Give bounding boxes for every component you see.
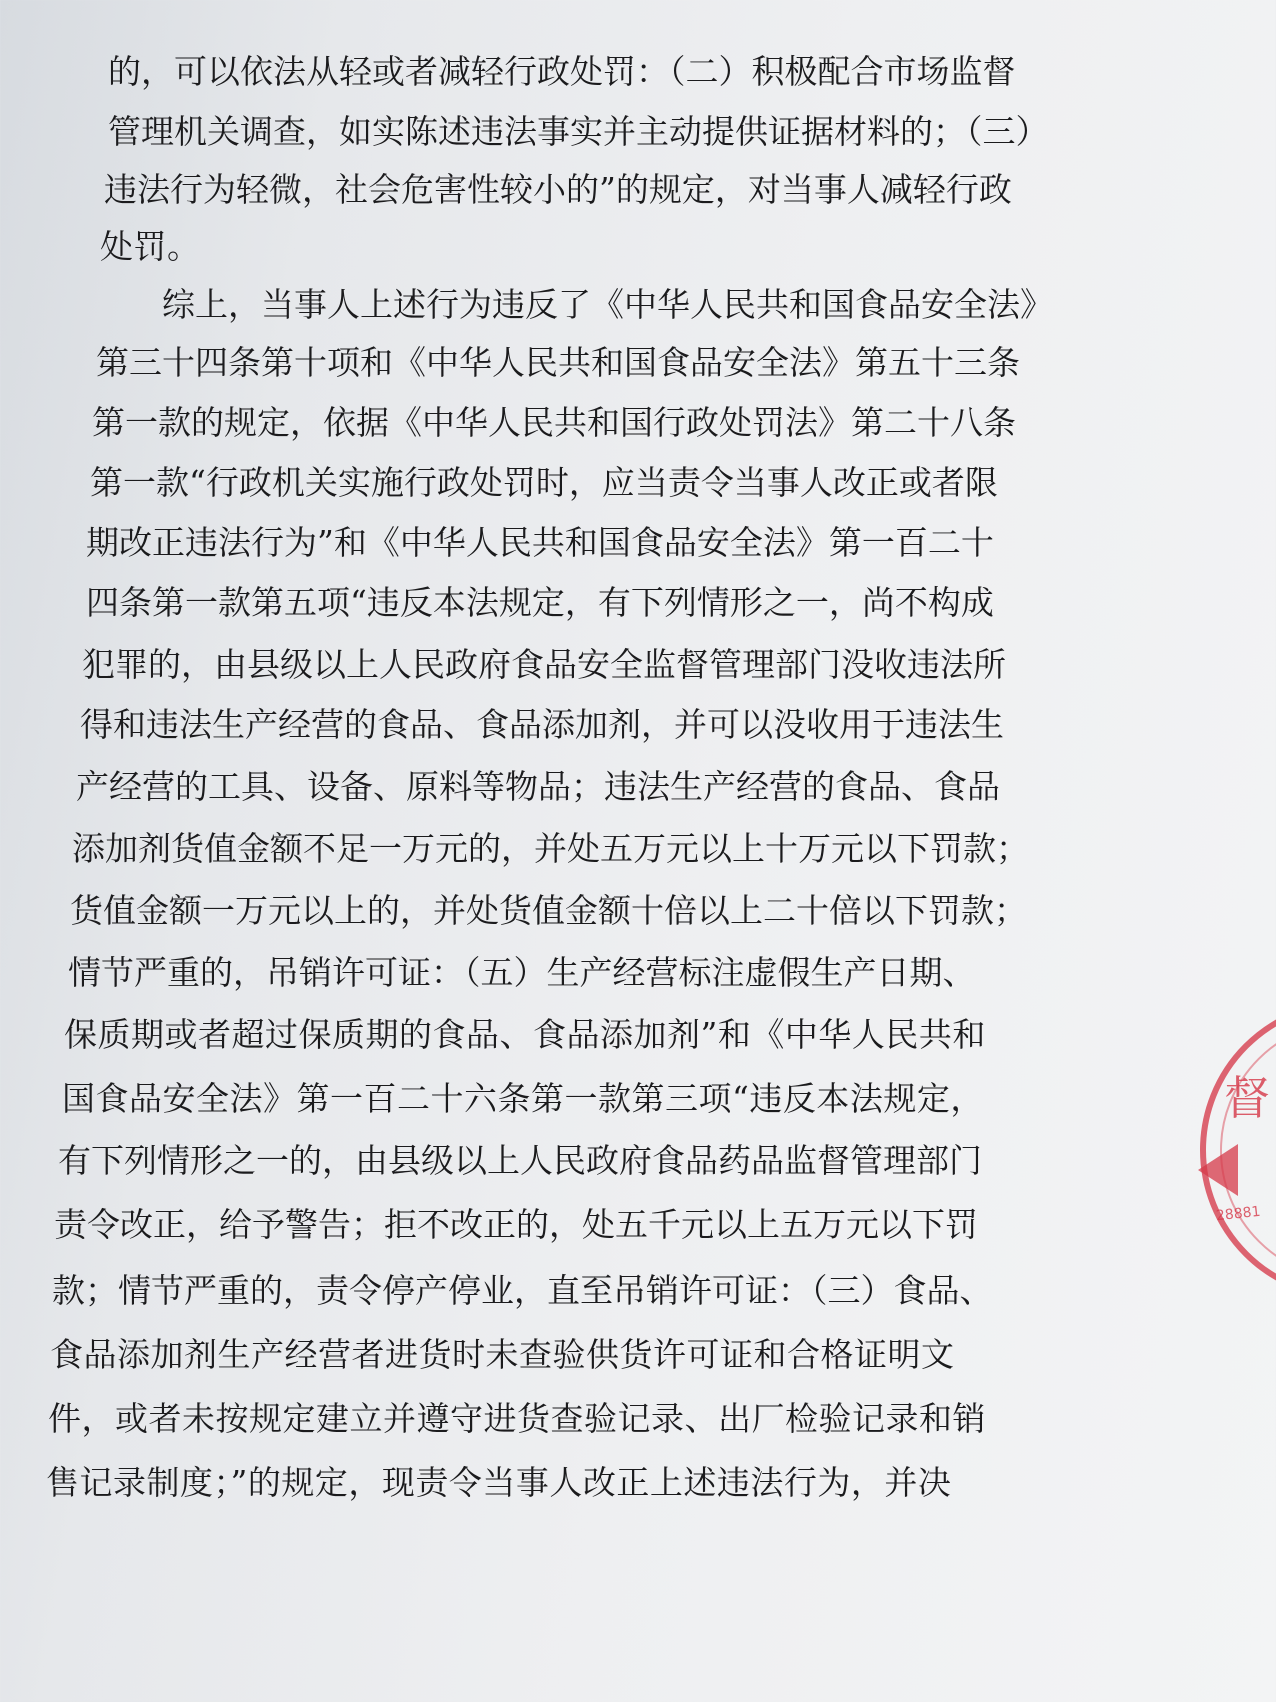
text-line: 产经营的工具、设备、原料等物品；违法生产经营的食品、食品: [76, 767, 1000, 806]
text-line: 有下列情形之一的，由县级以上人民政府食品药品监督管理部门: [58, 1141, 982, 1180]
text-line: 第三十四条第十项和《中华人民共和国食品安全法》第五十三条: [96, 343, 1020, 382]
seal-code: 28881: [1215, 1203, 1262, 1225]
text-line: 处罚。: [100, 227, 201, 266]
text-line: 四条第一款第五项“违反本法规定，有下列情形之一，尚不构成: [86, 583, 994, 622]
text-line: 添加剂货值金额不足一万元的，并处五万元以上十万元以下罚款；: [72, 829, 1029, 868]
text-line: 期改正违法行为”和《中华人民共和国食品安全法》第一百二十: [86, 523, 994, 562]
text-line: 违法行为轻微，社会危害性较小的”的规定，对当事人减轻行政: [104, 170, 1012, 209]
official-seal: [1200, 1000, 1276, 1300]
text-line: 食品添加剂生产经营者进货时未查验供货许可证和合格证明文: [50, 1335, 955, 1374]
text-line: 件，或者未按规定建立并遵守进货查验记录、出厂检验记录和销: [48, 1399, 986, 1438]
text-line: 犯罪的，由县级以上人民政府食品安全监督管理部门没收违法所: [82, 645, 1006, 684]
text-line: 保质期或者超过保质期的食品、食品添加剂”和《中华人民共和: [64, 1015, 986, 1054]
text-line: 第一款“行政机关实施行政处罚时，应当责令当事人改正或者限: [90, 463, 998, 502]
seal-star-icon: [1198, 1144, 1238, 1196]
text-line: 国食品安全法》第一百二十六条第一款第三项“违反本法规定，: [62, 1079, 984, 1118]
text-line: 情节严重的，吊销许可证：（五）生产经营标注虚假生产日期、: [68, 953, 976, 992]
text-line: 售记录制度；”的规定，现责令当事人改正上述违法行为，并决: [46, 1463, 952, 1502]
text-line: 货值金额一万元以上的，并处货值金额十倍以上二十倍以下罚款；: [70, 891, 1027, 930]
text-line: 责令改正，给予警告；拒不改正的，处五千元以上五万元以下罚: [54, 1205, 978, 1244]
text-line: 的，可以依法从轻或者减轻行政处罚：（二）积极配合市场监督: [108, 52, 1016, 91]
text-line: 得和违法生产经营的食品、食品添加剂，并可以没收用于违法生: [80, 705, 1004, 744]
text-line: 款；情节严重的，责令停产停业，直至吊销许可证：（三）食品、: [52, 1271, 993, 1310]
text-line: 管理机关调查，如实陈述违法事实并主动提供证据材料的；（三）: [108, 112, 1049, 151]
seal-character: 督: [1224, 1071, 1270, 1125]
text-line: 第一款的规定，依据《中华人民共和国行政处罚法》第二十八条: [92, 403, 1016, 442]
text-line: 综上，当事人上述行为违反了《中华人民共和国食品安全法》: [162, 285, 1053, 324]
